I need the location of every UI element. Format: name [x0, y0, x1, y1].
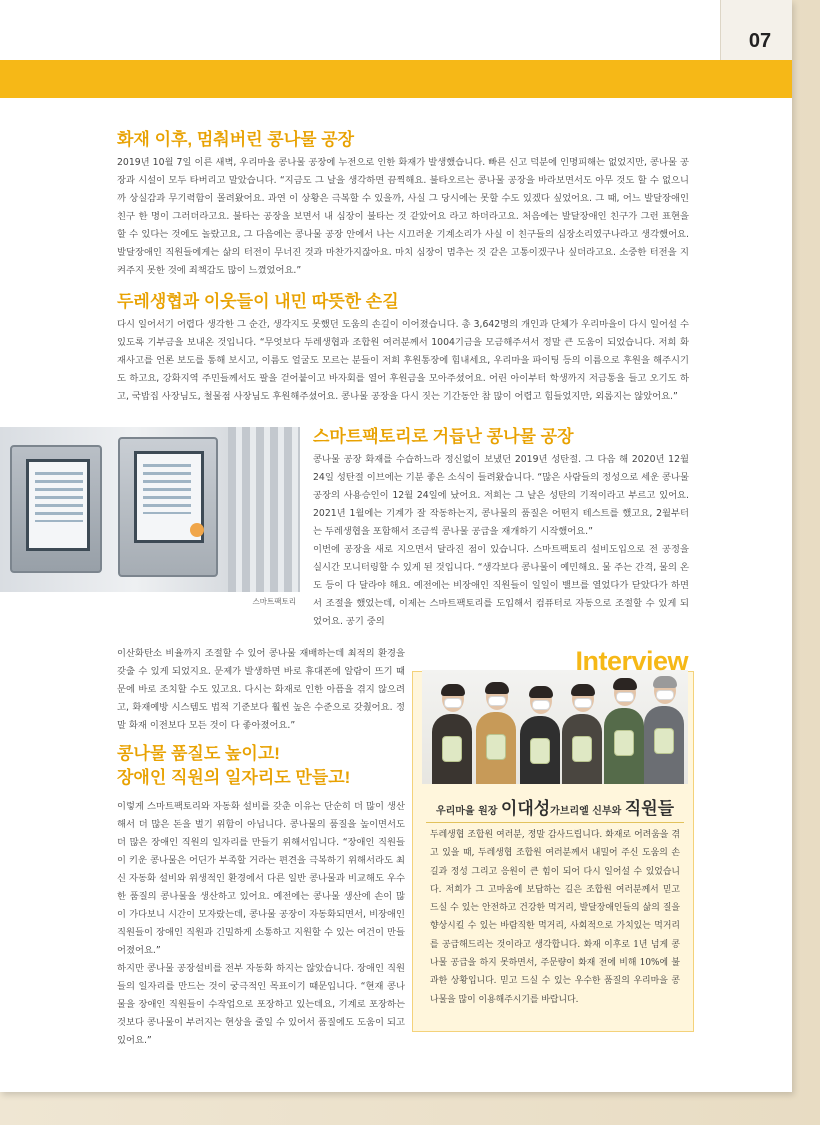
page-number: 07: [748, 30, 772, 52]
section-title-smartfactory: 스마트팩토리로 거듭난 콩나물 공장: [313, 427, 574, 446]
section-body-smartfactory: 콩나물 공장 화재를 수습하느라 정신없이 보냈던 2019년 성탄절. 그 다음 해 2020년 12월 24일 성탄절 이브에는 기분 좋은 소식이 들려왔습니다. “많은 사람들의 정성으로 세운 콩나물 공장의 사용승인이 12월 24일에 났어요. 저희는 그 날은 성탄의 기적이라고 부르고 있어요. 2021년 1월에는 기계가 잘 작동하는지, 콩나물의 품질은 어떤지 테스트를 했고요, 2월부터는 두레생협을 포함해서 조금씩 콩나물 공급을 재개하기 시작했어요.” 이번에 공장을 새로 지으면서 달라진 점이 있습니다. 스마트팩토리 설비도입으로 전 공정을 실시간 모니터링할 수 있게 된 것입니다. “생각보다 콩나물이 예민해요. 물 주는 간격, 물의 온도 등이 다 달라야 해요. 예전에는 비장애인 직원들이 일일이 밸브를 열었다가 닫았다가 하면서 조절을 했었는데, 이제는 스마트팩토리를 도입해서 컴퓨터로 자동으로 조절할 수 있게 되었어요. 공기 중의: [313, 454, 689, 627]
section-title-quality-1: 콩나물 품질도 높이고!: [117, 744, 280, 763]
interview-body: 두레생협 조합원 여러분, 정말 감사드립니다. 화재로 어려움을 겪고 있을 때, 두레생협 조합원 여러분께서 내밀어 주신 도움의 손길과 정성 그리고 응원이 큰 힘이 되어 다시 일어설 수 있었습니다. 저희가 그 고마움에 보답하는 길은 조합원 여러분께서 믿고 드실 수 있는 안전하고 건강한 먹거리, 발달장애인들의 삶의 질을 향상시킬 수 있는 바람직한 먹거리, 사회적으로 가치있는 먹거리를 공급해드리는 것이라고 생각합니다. 화재 이후로 1년 넘게 콩나물 공급을 하지 못하면서, 주문량이 화재 전에 비해 10%에 불과한 상황입니다. 믿고 드실 수 있는 우수한 품질의 우리마을 콩나물을 많이 이용해주시기를 바랍니다.: [430, 830, 680, 1005]
person: [476, 712, 516, 784]
section-body-smartfactory-cont: 이산화탄소 비율까지 조절할 수 있어 콩나물 재배하는데 최적의 환경을 갖출 수 있게 되었지요. 문제가 발생하면 바로 휴대폰에 알람이 뜨기 때문에 바로 조치할 수도 있고요. 다시는 화재로 인한 아픔을 겪지 않으려고, 화재예방 시스템도 법적 기준보다 훨씬 높은 수준으로 갖췄어요. 정말 화재 이전보다 모든 것이 다 좋아졌어요.”: [117, 648, 405, 731]
control-cabinet-left: [10, 445, 102, 573]
section-body-fire: 2019년 10월 7일 이른 새벽, 우리마을 콩나물 공장에 누전으로 인한 화재가 발생했습니다. 빠른 신고 덕분에 인명피해는 없었지만, 콩나물 공장과 시설이 모두 타버리고 말았습니다. “지금도 그 날을 생각하면 끔찍해요. 불타오르는 콩나물 공장을 바라보면서도 아무 것도 할 수 없으니까 상실감과 무기력함이 몰려왔어요. 과연 이 상황은 극복할 수 있을까, 사실 그 당시에는 못할 수도 있겠다 싶었어요. 그 때, 어느 발달장애인 친구 한 명이 그러더라고요. 불타는 공장을 보면서 내 심장이 불타는 것 같았어요 라고 하더라고요. 처음에는 발달장애인 친구가 그런 표현을 할 수 있다는 것에도 놀랐고요, 그 다음에는 콩나물 공장 안에서 나는 시끄러운 기계소리가 사실 이 친구들의 심장소리였구나라고 생각했어요. 발달장애인 직원들에게는 삶의 터전이 무너진 것과 마찬가지잖아요. 마치 심장이 멈추는 것 같은 고통이겠구나 싶더라고요. 소중한 터전을 지켜주지 못한 것에 죄책감도 많이 느꼈었어요.”: [117, 157, 689, 276]
name-suffix: 직원들: [624, 799, 675, 819]
person: [644, 706, 684, 784]
person: [562, 714, 602, 784]
control-cabinet-right: [118, 437, 218, 577]
interviewee-name: [422, 794, 688, 819]
photo-caption: 스마트팩토리: [252, 597, 296, 606]
section-title-help: 두레생협과 이웃들이 내민 따뜻한 손길: [117, 292, 399, 311]
person: [520, 716, 560, 784]
ceiling-light: [190, 523, 204, 537]
staff-group-photo: [422, 670, 688, 784]
monitor-screen: [26, 459, 90, 551]
name-main: 이대성: [500, 799, 551, 819]
person: [432, 714, 472, 784]
interview-divider: [426, 822, 684, 823]
section-body-quality: 이렇게 스마트팩토리와 자동화 설비를 갖춘 이유는 단순히 더 많이 생산해서 더 많은 돈을 벌기 위함이 아닙니다. 콩나물의 품질을 높이면서도 더 많은 장애인 직원의 일자리를 만들기 위해서입니다. “장애인 직원들이 키운 콩나물은 어딘가 부족할 거라는 편견을 극복하기 위해서라도 최신 자동화 설비와 위생적인 환경에서 다른 일반 콩나물과 비교해도 우수한 품질의 콩나물을 생산하고 있어요. 예전에는 콩나물 생산에 손이 많이 가다보니 시간이 모자랐는데, 콩나물 공장이 자동화되면서, 비장애인 직원들이 장애인 직원과 긴밀하게 소통하고 지원할 수 있는 여건이 만들어졌어요.” 하지만 콩나물 공장설비를 전부 자동화 하지는 않았습니다. 장애인 직원들의 일자리를 만드는 것이 궁극적인 목표이기 때문입니다. “현재 콩나물을 장애인 직원들이 수작업으로 포장하고 있는데요, 기계로 포장하는 것보다 콩나물이 부러지는 현상을 줄일 수 있어서 품질에도 도움이 되고 있어요.”: [117, 801, 405, 1046]
name-prefix: 우리마을 원장: [435, 806, 498, 817]
section-title-fire: 화재 이후, 멈춰버린 콩나물 공장: [117, 130, 355, 149]
section-body-help: 다시 일어서기 어렵다 생각한 그 순간, 생각지도 못했던 도움의 손길이 이어졌습니다. 총 3,642명의 개인과 단체가 우리마을이 다시 일어설 수 있도록 기부금을 보내온 것입니다. “무엇보다 두레생협과 조합원 여러분께서 1004기금을 모금해주셔서 정말 큰 도움이 되었습니다. 저희 화재사고를 언론 보도를 통해 보시고, 이름도 얼굴도 모르는 분들이 저희 후원통장에 힘내세요, 우리마을 파이팅 등의 이름으로 후원을 해주시기도 하고요, 강화지역 주민들께서도 팔을 걷어붙이고 바자회를 열어 후원금을 모아주셨어요. 어린 아이부터 학생까지 저금통을 들고 오기도 하고, 국밥집 사장님도, 철물점 사장님도 후원해주셨어요. 콩나물 공장을 다시 짓는 기간동안 참 많이 어렵고 힘들었지만, 외롭지는 않았어요.”: [117, 319, 689, 402]
smart-factory-photo: [0, 427, 300, 592]
name-middle: 가브리엘 신부와: [550, 806, 622, 817]
header-bar: [0, 60, 792, 98]
person: [604, 708, 644, 784]
section-title-quality-2: 장애인 직원의 일자리도 만들고!: [117, 768, 351, 787]
interview-title: Interview: [575, 646, 688, 676]
pipe-rack: [228, 427, 300, 592]
